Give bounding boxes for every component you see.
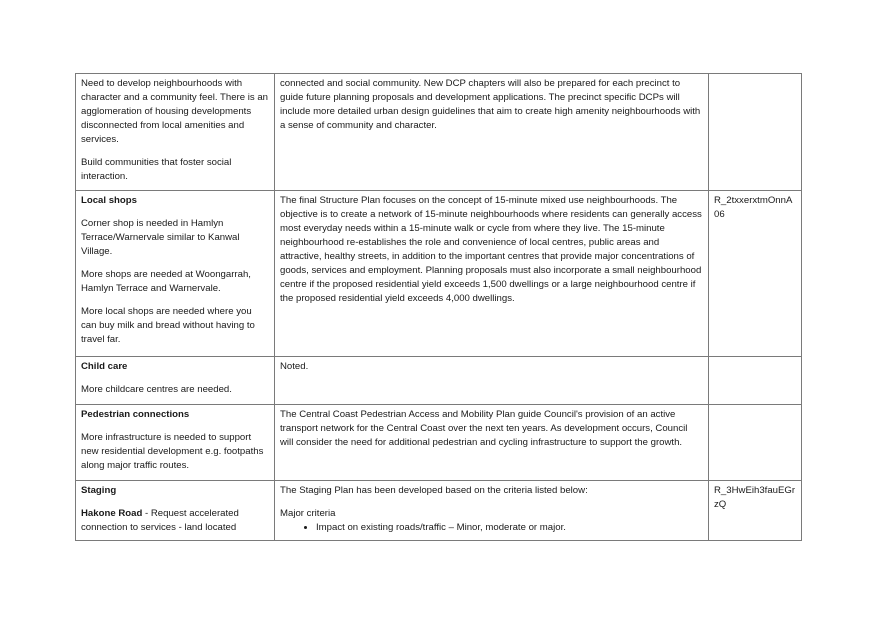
reference-cell bbox=[709, 191, 802, 357]
response-paragraph: The Staging Plan has been developed based on the criteria listed below: bbox=[280, 485, 588, 496]
reference-id: R_2txxerxtmOnnA06 bbox=[714, 195, 793, 220]
issue-cell bbox=[76, 405, 275, 481]
response-cell bbox=[275, 191, 709, 357]
issue-paragraph: More infrastructure is needed to support new residential development e.g. footpaths along major traffic routes. bbox=[81, 432, 264, 471]
issue-heading: Local shops bbox=[81, 195, 137, 206]
reference-cell bbox=[709, 405, 802, 481]
response-paragraph: Noted. bbox=[280, 361, 309, 372]
issue-paragraph: Need to develop neighbourhoods with character and a community feel. There is an agglomeration of housing developments disconnected from local amenities and services. bbox=[81, 78, 268, 145]
reference-cell bbox=[709, 357, 802, 405]
issue-paragraph: More shops are needed at Woongarrah, Hamlyn Terrace and Warnervale. bbox=[81, 269, 251, 294]
criteria-subheading: Major criteria bbox=[280, 508, 336, 519]
issue-paragraph bbox=[81, 507, 269, 535]
issue-paragraph: Build communities that foster social interaction. bbox=[81, 157, 232, 182]
paragraph-rest: - Request accelerated connection to services - land located bbox=[81, 508, 239, 533]
issue-heading: Pedestrian connections bbox=[81, 409, 190, 420]
reference-cell bbox=[709, 481, 802, 541]
response-cell bbox=[275, 481, 709, 541]
response-paragraph: The Central Coast Pedestrian Access and Mobility Plan guide Council's provision of an active transport network for the Central Coast over the next ten years. As development occurs, Council will consider the need for additional pedestrian and cycling infrastructure to support the growth. bbox=[280, 409, 688, 448]
table-row bbox=[76, 74, 802, 191]
issue-heading: Child care bbox=[81, 361, 128, 372]
response-cell bbox=[275, 357, 709, 405]
issue-paragraph: More childcare centres are needed. bbox=[81, 384, 232, 395]
response-cell bbox=[275, 74, 709, 191]
table-row bbox=[76, 357, 802, 405]
reference-id: R_3HwEih3fauEGrzQ bbox=[714, 485, 796, 510]
response-cell bbox=[275, 405, 709, 481]
issue-cell bbox=[76, 357, 275, 405]
table-row bbox=[76, 405, 802, 481]
table-row bbox=[76, 481, 802, 541]
issue-paragraph: Corner shop is needed in Hamlyn Terrace/Warnervale similar to Kanwal Village. bbox=[81, 218, 240, 257]
bold-lead: Hakone Road bbox=[81, 508, 143, 519]
issue-paragraph: More local shops are needed where you can buy milk and bread without having to travel far. bbox=[81, 306, 255, 345]
issue-cell bbox=[76, 481, 275, 541]
issue-cell bbox=[76, 74, 275, 191]
criteria-list bbox=[280, 521, 703, 535]
table-row bbox=[76, 191, 802, 357]
list-item: • Impact on existing roads/traffic – Minor, moderate or major. bbox=[316, 521, 703, 535]
response-paragraph: The final Structure Plan focuses on the concept of 15-minute mixed use neighbourhoods. The objective is to create a network of 15-minute neighbourhoods where residents can generally access most everyday needs within a 15-minute walk or cycle from where they live. The 15-minute neighbourhood re-establishes the role and convenience of local centres, public areas and attractive, healthy streets, in addition to the important centres that provide major concentrations of goods, services and employment. Planning proposals must also incorporate a small neighbourhood centre if the proposed residential yield exceeds 1,500 dwellings or a large neighbourhood centre if the proposed residential yield exceeds 4,000 dwellings. bbox=[280, 195, 702, 304]
response-paragraph: connected and social community. New DCP chapters will also be prepared for each precinct to guide future planning proposals and development applications. The precinct specific DCPs will include more detailed urban design guidelines that aim to create high amenity neighbourhoods with a sense of community and character. bbox=[280, 78, 701, 131]
issue-cell bbox=[76, 191, 275, 357]
reference-cell bbox=[709, 74, 802, 191]
issue-heading: Staging bbox=[81, 485, 117, 496]
submissions-table bbox=[75, 73, 802, 541]
